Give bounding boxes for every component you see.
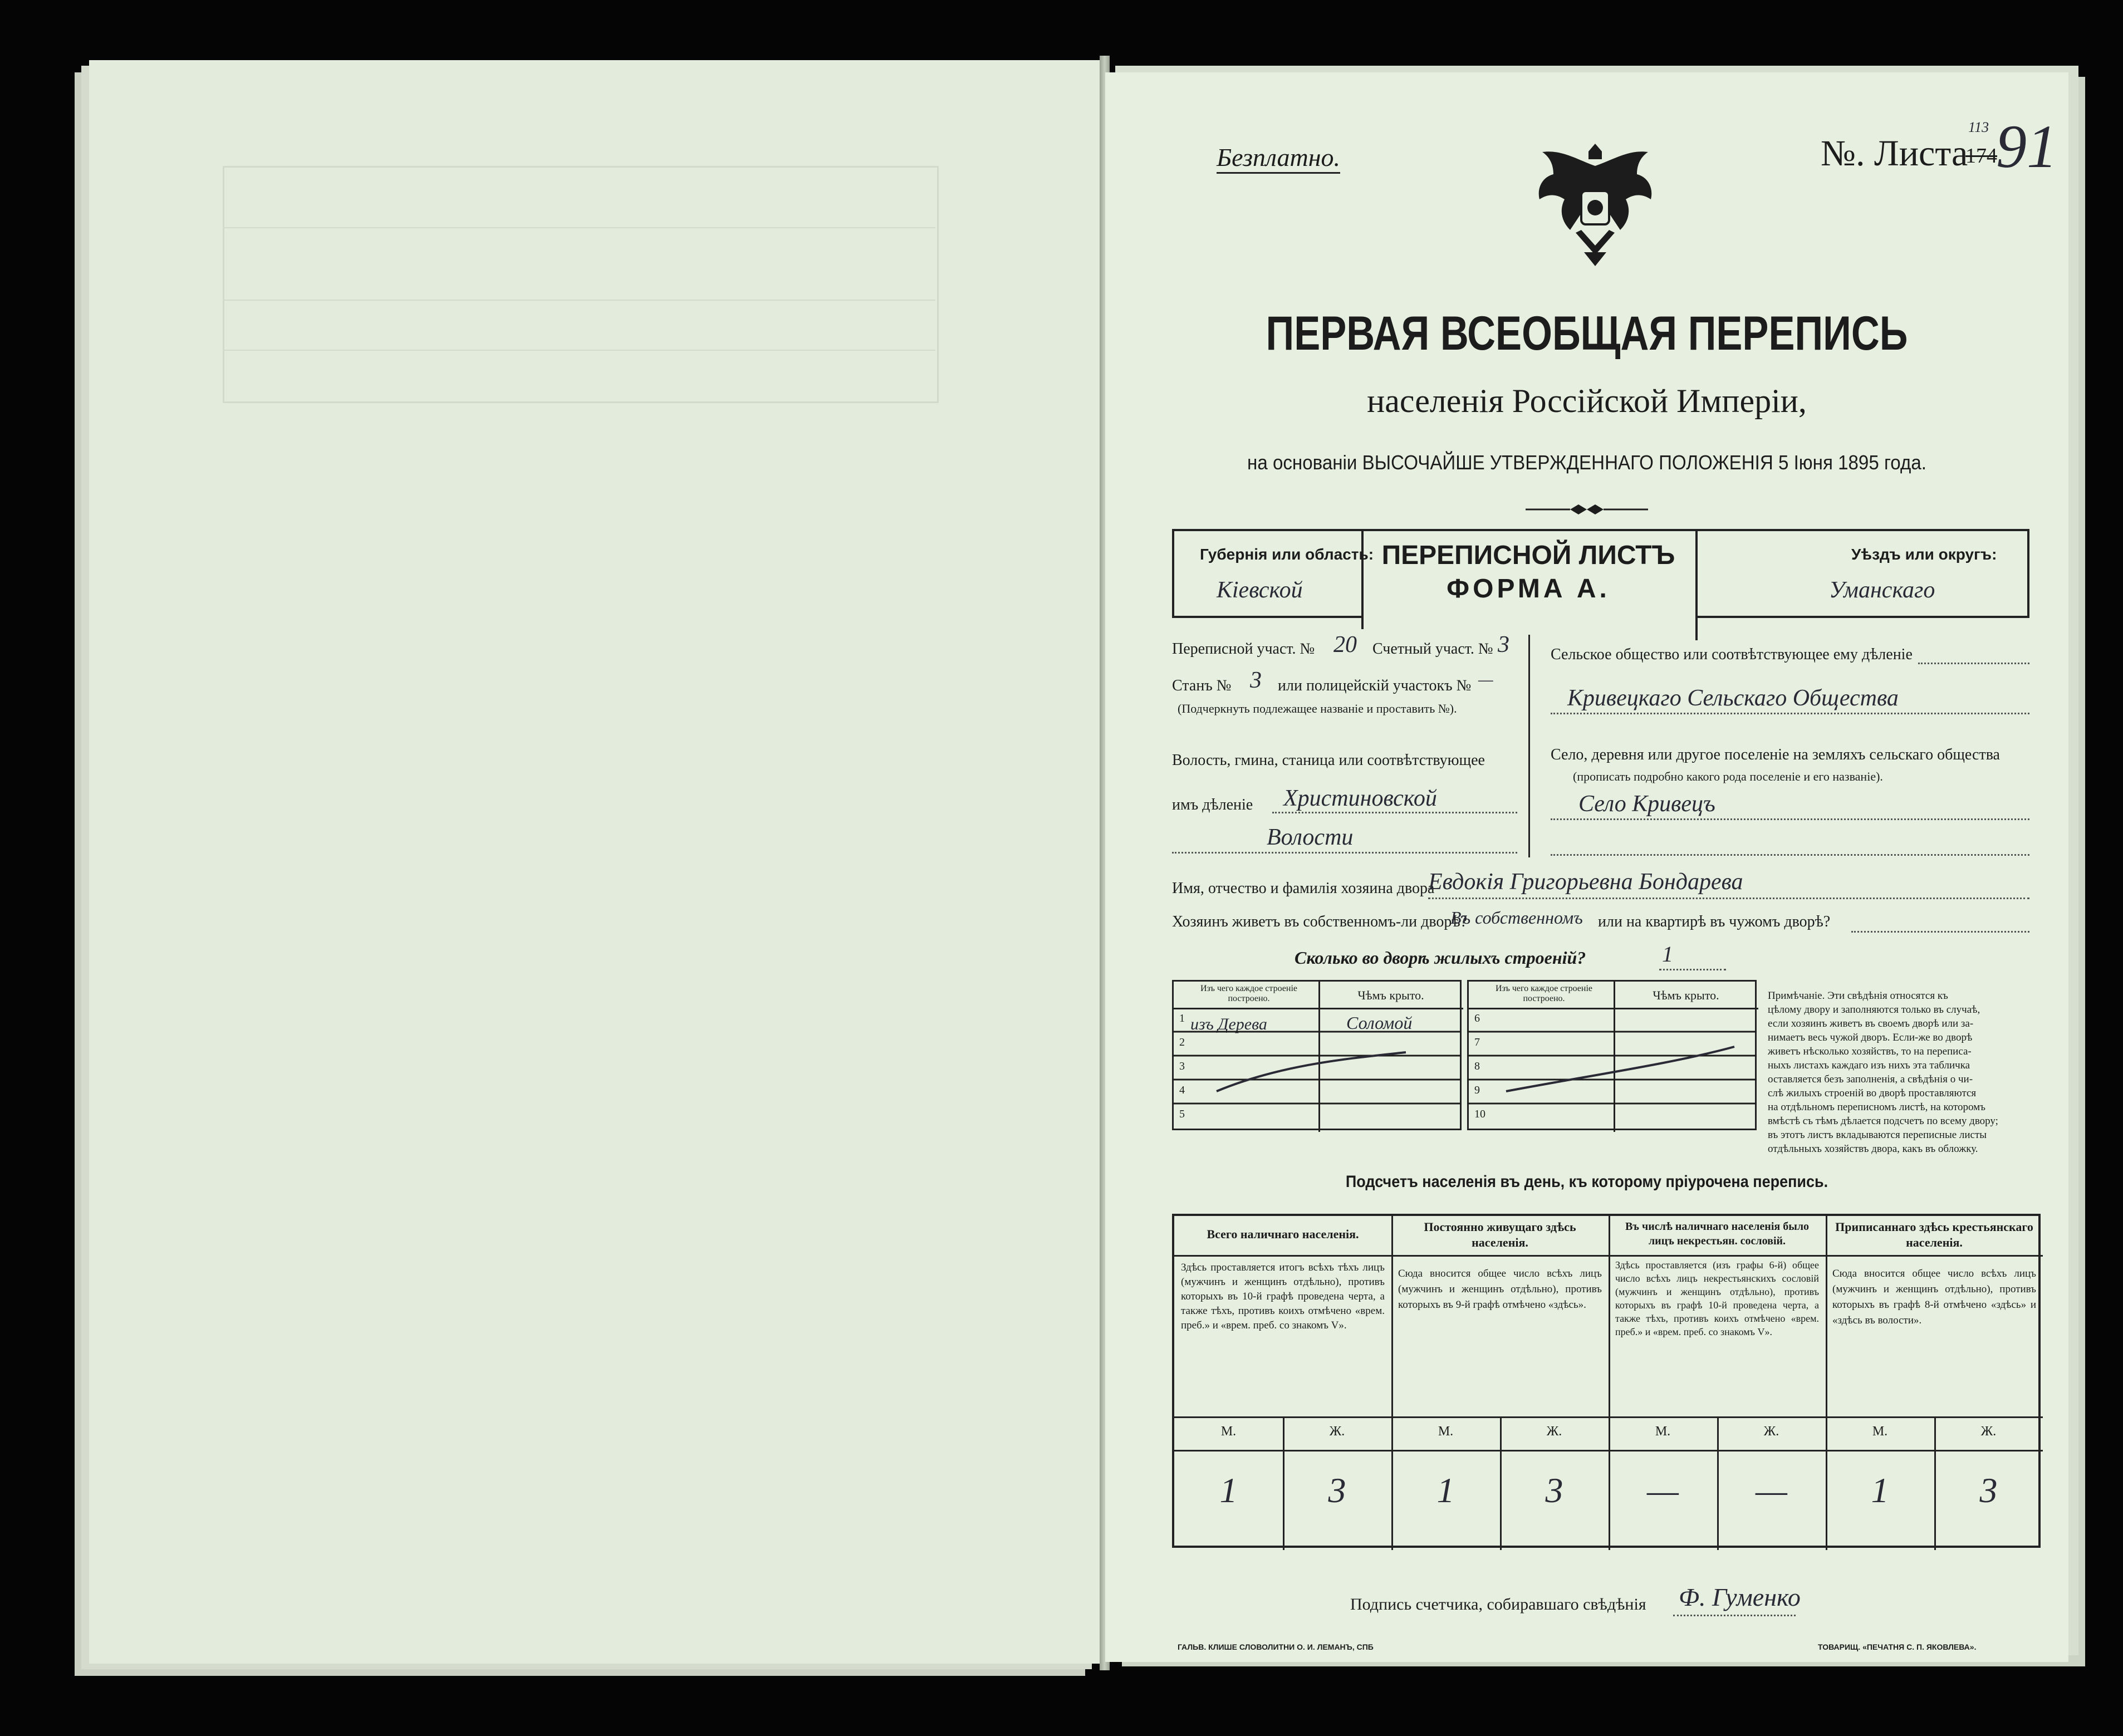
- row1-roof: Соломой: [1346, 1013, 1413, 1033]
- show-through-table: [223, 166, 939, 403]
- stan-label: Станъ №: [1172, 677, 1232, 694]
- population-count-table: [1172, 1214, 2041, 1548]
- count-section-title: Подсчетъ населенія въ день, къ которому пріурочена перепись.: [1345, 1173, 1828, 1191]
- count-col-head: Въ числѣ наличнаго населенія было лицъ некрестьян. сословій.: [1625, 1220, 1810, 1247]
- f-label: Ж.: [1980, 1424, 1997, 1439]
- volost-label: Волость, гмина, станица или соотвѣтствующее: [1172, 752, 1485, 769]
- village-value: Село Кривецъ: [1578, 791, 1715, 817]
- police-label: или полицейскій участокъ №: [1278, 677, 1472, 694]
- row1-built: изъ Дерева: [1190, 1015, 1267, 1033]
- police-value: —: [1478, 670, 1493, 689]
- uezd-value: Уманскаго: [1829, 577, 1935, 603]
- society-value: Кривецкаго Сельскаго Общества: [1567, 685, 1899, 711]
- stan-value: 3: [1250, 668, 1262, 693]
- stan-note: (Подчеркнуть подлежащее названіе и проставить №).: [1178, 702, 1457, 715]
- sheet-title: ПЕРЕПИСНОЙ ЛИСТЪ: [1381, 541, 1675, 570]
- uezd-label: Уѣздъ или округъ:: [1851, 546, 1997, 563]
- printer-footer-left: ГАЛЬВ. КЛИШЕ СЛОВОЛИТНИ О. И. ЛЕМАНЪ, СПБ: [1178, 1642, 1374, 1651]
- count-col-desc: Сюда вносится общее число всѣхъ лицъ (мужчинъ и женщинъ отдѣльно), противъ которыхъ въ графѣ 8-й отмѣчено «здѣсь» и «здѣсь въ волости».: [1832, 1268, 2036, 1326]
- census-subtitle: населенія Россійской Имперіи,: [1367, 382, 1807, 419]
- lives-label: Хозяинъ живетъ въ собственномъ-ли дворѣ?: [1172, 913, 1468, 930]
- society-label: Сельское общество или соотвѣтствующее ему дѣленіе: [1551, 646, 1913, 663]
- row-number: 7: [1474, 1036, 1480, 1048]
- printer-footer-right: ТОВАРИЩ. «ПЕЧАТНЯ С. П. ЯКОВЛЕВА».: [1818, 1642, 1977, 1651]
- col-roof-header: Чѣмъ крыто.: [1653, 988, 1719, 1002]
- note-block: Примѣчаніе. Эти свѣдѣнія относятся къ цѣлому двору и заполняются только въ случаѣ, если хозяинъ живетъ въ своемъ дворѣ или за- нимаетъ весь чужой дворъ. Если-же во дворѣ живетъ нѣсколько хозяйствъ, то на переписа- ныхъ листахъ каждаго изъ нихъ эта табличка оставляется безъ заполненія, а свѣдѣнія о чи- слѣ жилыхъ строеній во дворѣ проставляются на отдѣльномъ переписномъ листѣ, на которомъ вмѣстѣ съ тѣмъ дѣлается подсчетъ по всему двору; въ этотъ листъ вкладываются переписные листы отдѣльныхъ хозяйствъ двора, какъ въ обложку.: [1768, 990, 1998, 1155]
- double-headed-eagle-icon: [1523, 138, 1668, 272]
- f-label: Ж.: [1763, 1424, 1779, 1439]
- village-label: Село, деревня или другое поселеніе на земляхъ сельскаго общества: [1551, 746, 2000, 763]
- m-label: М.: [1872, 1424, 1888, 1439]
- row-number: 4: [1179, 1084, 1185, 1096]
- count-district-label: Счетный участ. №: [1372, 640, 1493, 658]
- sheet-number-struck: 174: [1965, 144, 1997, 168]
- m-label: М.: [1220, 1424, 1237, 1439]
- volost-value: Христиновской: [1283, 786, 1437, 811]
- count-value-m: 1: [1219, 1470, 1238, 1510]
- count-value-f: 3: [1979, 1470, 1998, 1510]
- ornament-divider-icon: [1526, 501, 1648, 518]
- count-col-head: Приписаннаго здѣсь крестьянскаго населенія.: [1835, 1220, 2033, 1249]
- buildings-value: 1: [1662, 941, 1673, 967]
- field-divider: [1528, 635, 1530, 857]
- count-col-head: Постоянно живущаго здѣсь населенія.: [1424, 1220, 1576, 1249]
- gubernia-value: Кіевской: [1217, 577, 1303, 603]
- left-page: [89, 60, 1100, 1664]
- count-value-f: 3: [1545, 1470, 1563, 1510]
- count-value-m: 1: [1436, 1470, 1455, 1510]
- village-note: (прописать подробно какого рода поселеніе и его названіе).: [1573, 769, 1883, 783]
- counter-signature: Ф. Гуменко: [1679, 1583, 1801, 1611]
- col-built-header: Изъ чего каждое строеніе построено.: [1200, 984, 1297, 1003]
- row-number: 2: [1179, 1036, 1185, 1048]
- strikethrough-marks: [1172, 980, 1757, 1130]
- lives-value: Въ собственномъ: [1450, 908, 1583, 928]
- gubernia-label: Губернія или область:: [1200, 546, 1374, 563]
- census-district-label: Переписной участ. №: [1172, 640, 1315, 658]
- row-number: 6: [1474, 1012, 1480, 1024]
- count-value-f: —: [1756, 1470, 1787, 1510]
- buildings-label: Сколько во дворѣ жилыхъ строеній?: [1295, 948, 1586, 968]
- sheet-number-small: 113: [1968, 119, 1989, 135]
- signature-label: Подпись счетчика, собиравшаго свѣдѣнія: [1350, 1595, 1646, 1614]
- row-number: 3: [1179, 1060, 1185, 1072]
- m-label: М.: [1655, 1424, 1671, 1439]
- count-col-desc: Сюда вносится общее число всѣхъ лицъ (мужчинъ и женщинъ отдѣльно), противъ которыхъ въ 9-й графѣ отмѣчено «здѣсь».: [1398, 1268, 1602, 1311]
- col-built-header: Изъ чего каждое строеніе построено.: [1495, 984, 1592, 1003]
- census-basis: на основаніи ВЫСОЧАЙШЕ УТВЕРЖДЕННАГО ПОЛОЖЕНІЯ 5 Іюня 1895 года.: [1247, 451, 1926, 474]
- count-col-desc: Здѣсь проставляется (изъ графы 6-й) общее число всѣхъ лицъ некрестьянскихъ сословій (мужчинъ и женщинъ отдѣльно), противъ которыхъ въ графѣ 10-й проведена черта, а также тѣхъ, противъ коихъ отмѣчено «врем. преб.» и «врем. преб. со знакомъ V».: [1615, 1259, 1819, 1337]
- count-col-desc: Здѣсь проставляется итогъ всѣхъ тѣхъ лицъ (мужчинъ и женщинъ отдѣльно), противъ которыхъ въ 10-й графѣ проведена черта, а также тѣхъ, противъ коихъ отмѣчено «врем. преб.» и «врем. преб. со знакомъ V».: [1181, 1262, 1385, 1331]
- row-number: 9: [1474, 1084, 1480, 1096]
- m-label: М.: [1438, 1424, 1454, 1439]
- census-district-value: 20: [1333, 632, 1357, 658]
- f-label: Ж.: [1329, 1424, 1345, 1439]
- owner-value: Евдокія Григорьевна Бондарева: [1428, 869, 1743, 895]
- sheet-number-label: №. Листа: [1821, 133, 1968, 174]
- count-value-m: 1: [1871, 1470, 1889, 1510]
- f-label: Ж.: [1546, 1424, 1562, 1439]
- row-number: 1: [1179, 1012, 1185, 1024]
- count-value-m: —: [1647, 1470, 1679, 1510]
- census-form-page: [1105, 72, 2068, 1662]
- row-number: 10: [1474, 1108, 1485, 1120]
- row-number: 8: [1474, 1060, 1480, 1072]
- count-value-f: 3: [1328, 1470, 1346, 1510]
- owner-label: Имя, отчество и фамилія хозяина двора: [1172, 880, 1435, 897]
- form-label: ФОРМА А.: [1447, 574, 1610, 604]
- row-number: 5: [1179, 1108, 1185, 1120]
- volost-label-2: имъ дѣленіе: [1172, 796, 1253, 813]
- lives-label-2: или на квартирѣ въ чужомъ дворѣ?: [1598, 913, 1831, 930]
- col-roof-header: Чѣмъ крыто.: [1357, 988, 1424, 1002]
- census-title: ПЕРВАЯ ВСЕОБЩАЯ ПЕРЕПИСЬ: [1266, 307, 1908, 360]
- volost-value-2: Волости: [1267, 825, 1354, 850]
- sheet-number-handwritten: 91: [1996, 112, 2057, 180]
- count-district-value: 3: [1498, 632, 1509, 658]
- free-label: Безплатно.: [1217, 143, 1340, 174]
- count-col-head: Всего наличнаго населенія.: [1207, 1227, 1359, 1241]
